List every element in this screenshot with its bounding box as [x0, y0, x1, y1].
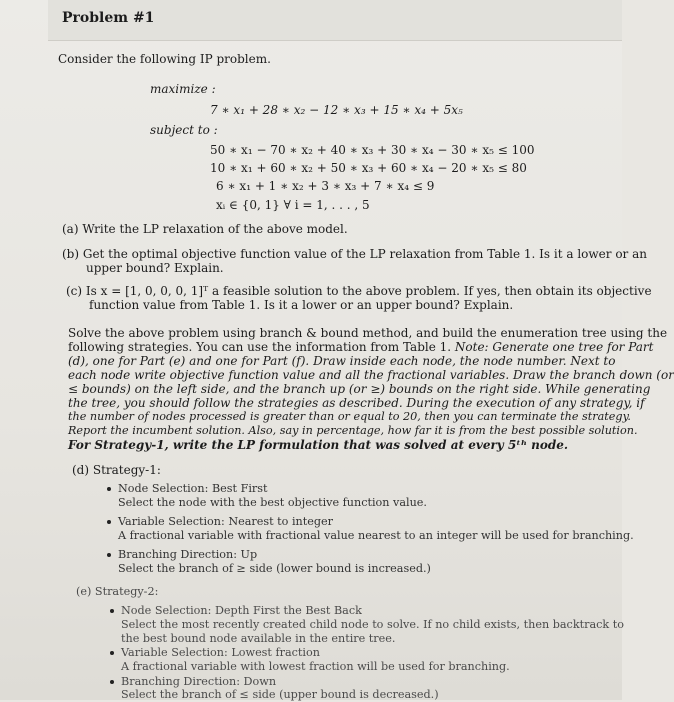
- s1-variable-selection: Variable Selection: Nearest to integer: [118, 515, 333, 528]
- solve-line-2: [68, 340, 653, 354]
- s2-node-selection-desc: Select the most recently created child node to solve. If no child exists, then backtrack to: [121, 618, 624, 631]
- solve-line-1: Solve the above problem using branch & bound method, and build the enumeration tree using the: [68, 326, 668, 340]
- problem-title: Problem #1: [62, 10, 155, 26]
- s2-branching-direction: Branching Direction: Down: [121, 675, 277, 688]
- part-c-line-2: function value from Table 1. Is it a lower or an upper bound? Explain.: [89, 298, 514, 312]
- solve-italic-1: (d), one for Part (e) and one for Part (f). Draw inside each node, the node number. Next to: [68, 354, 616, 368]
- s1-node-selection: Node Selection: Best First: [118, 482, 268, 495]
- solve-note: Note: Generate one tree for Part: [454, 340, 654, 354]
- solve-italic-5: the number of nodes processed is greater than or equal to 20, then you can terminate the strategy.: [68, 410, 631, 423]
- strategy-2-label: (e) Strategy-2:: [76, 585, 159, 598]
- s1-branching-direction: Branching Direction: Up: [118, 548, 258, 561]
- solve-italic-3: ≤ bounds) on the left side, and the branch up (or ≥) bounds on the right side. While generating: [68, 382, 651, 396]
- bullet-icon: [110, 651, 114, 655]
- part-a: (a) Write the LP relaxation of the above model.: [62, 222, 348, 236]
- problem-header: [48, 0, 622, 41]
- constraint-1: 50 ∗ x₁ − 70 ∗ x₂ + 40 ∗ x₃ + 30 ∗ x₄ − 30 ∗ x₅ ≤ 100: [210, 143, 535, 157]
- constraint-binary: xᵢ ∈ {0, 1} ∀ i = 1, . . . , 5: [216, 198, 370, 212]
- bullet-icon: [110, 609, 114, 613]
- constraint-3: 6 ∗ x₁ + 1 ∗ x₂ + 3 ∗ x₃ + 7 ∗ x₄ ≤ 9: [216, 179, 435, 193]
- solve-last-line: For Strategy-1, write the LP formulation that was solved at every 5ᵗʰ node.: [68, 438, 569, 452]
- s2-node-selection-desc-2: the best bound node available in the entire tree.: [121, 632, 396, 645]
- solve-italic-4: the tree, you should follow the strategies as described. During the execution of any strategy, if: [68, 396, 645, 410]
- solve-italic-6: Report the incumbent solution. Also, say in percentage, how far it is from the best possible solution.: [68, 424, 638, 437]
- s1-variable-selection-desc: A fractional variable with fractional value nearest to an integer will be used for branching.: [118, 529, 634, 542]
- s2-variable-selection-desc: A fractional variable with lowest fraction will be used for branching.: [121, 660, 510, 673]
- s2-node-selection: Node Selection: Depth First the Best Back: [121, 604, 362, 617]
- strategy-1-label: (d) Strategy-1:: [72, 463, 161, 477]
- solve-line-2-text: following strategies. You can use the information from Table 1.: [68, 340, 452, 354]
- bullet-icon: [107, 553, 111, 557]
- maximize-label: maximize :: [150, 82, 216, 96]
- part-b-line-1: (b) Get the optimal objective function value of the LP relaxation from Table 1. Is it a lower or an: [62, 247, 647, 261]
- s1-node-selection-desc: Select the node with the best objective function value.: [118, 496, 427, 509]
- solve-italic-2: each node write objective function value and all the fractional variables. Draw the branch down (or: [68, 368, 674, 382]
- intro-text: Consider the following IP problem.: [58, 52, 271, 66]
- s2-variable-selection: Variable Selection: Lowest fraction: [121, 646, 320, 659]
- part-c-line-1: (c) Is x = [1, 0, 0, 0, 1]ᵀ a feasible solution to the above problem. If yes, then obtain its objective: [66, 284, 652, 298]
- bullet-icon: [107, 520, 111, 524]
- constraint-2: 10 ∗ x₁ + 60 ∗ x₂ + 50 ∗ x₃ + 60 ∗ x₄ − 20 ∗ x₅ ≤ 80: [210, 161, 527, 175]
- subject-to-label: subject to :: [150, 123, 218, 137]
- s2-branching-direction-desc: Select the branch of ≤ side (upper bound is decreased.): [121, 688, 439, 701]
- objective-function: 7 ∗ x₁ + 28 ∗ x₂ − 12 ∗ x₃ + 15 ∗ x₄ + 5x₅: [210, 103, 463, 117]
- bullet-icon: [107, 487, 111, 491]
- part-b-line-2: upper bound? Explain.: [86, 261, 224, 275]
- bullet-icon: [110, 680, 114, 684]
- s1-branching-direction-desc: Select the branch of ≥ side (lower bound is increased.): [118, 562, 431, 575]
